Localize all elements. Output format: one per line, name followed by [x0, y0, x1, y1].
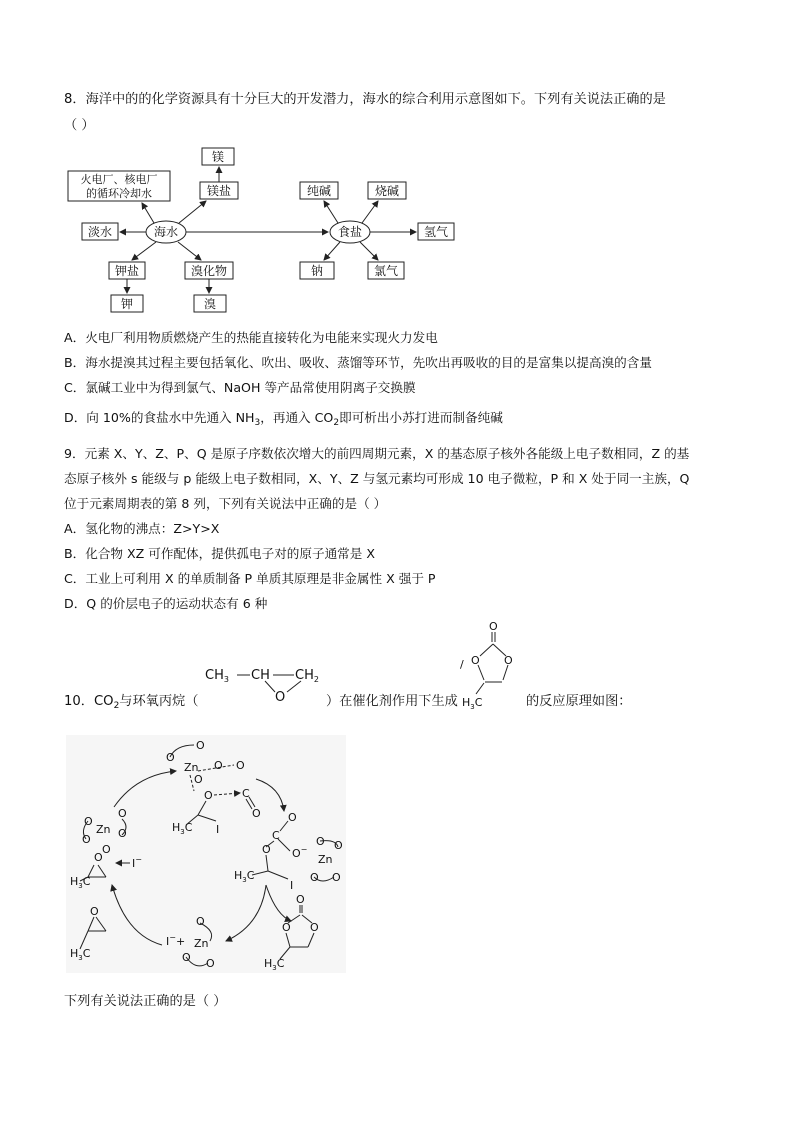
- svg-text:O: O: [196, 915, 205, 928]
- svg-text:O: O: [118, 807, 127, 820]
- svg-text:O: O: [332, 871, 341, 884]
- svg-text:O: O: [102, 843, 111, 856]
- table-salt-label: 食盐: [337, 225, 363, 239]
- svg-text:I−: I−: [132, 855, 142, 870]
- svg-text:O: O: [214, 759, 223, 772]
- svg-text:CH3: $CH_3$: [205, 668, 229, 684]
- svg-text:O: O: [84, 815, 93, 828]
- svg-text:I: I: [216, 823, 220, 836]
- svg-text:H3C: $H_3C$: [234, 869, 255, 884]
- power-plant-label-1: 火电厂、核电厂: [80, 173, 158, 186]
- sodium-label: 钠: [310, 264, 324, 278]
- svg-text:O: O: [182, 951, 191, 964]
- svg-text:Zn: Zn: [318, 853, 333, 866]
- svg-text:O: O: [489, 620, 498, 633]
- svg-text:CH2: $CH_2$: [295, 668, 319, 684]
- svg-text:/: /: [460, 658, 464, 671]
- svg-text:Zn: Zn: [184, 761, 199, 774]
- q8-option-a: A．火电厂利用物质燃烧产生的热能直接转化为电能来实现火力发电: [64, 330, 438, 345]
- reaction-mechanism-diagram: [66, 735, 346, 973]
- q9-stem-line3: 位于元素周期表的第 8 列，下列有关说法中正确的是（ ）: [64, 496, 387, 511]
- q9-option-d: D．Q 的价层电子的运动状态有 6 种: [64, 596, 268, 611]
- q9-option-c: C．工业上可利用 X 的单质制备 P 单质其原理是非金属性 X 强于 P: [64, 571, 436, 586]
- svg-text:O: O: [166, 751, 175, 764]
- seawater-utilization-diagram: [66, 145, 456, 315]
- q8-option-d: D．向 10%的食盐水中先通入 $NH_3$，再通入 $CO_2$即可析出小苏打进而制备纯碱: [64, 410, 503, 428]
- q8-stem-line1: 8．海洋中的的化学资源具有十分巨大的开发潜力，海水的综合利用示意图如下。下列有关说法正确的是: [64, 92, 666, 107]
- svg-text:O: O: [282, 921, 291, 934]
- svg-text:O: O: [504, 654, 513, 667]
- bromide-label: 溴化物: [190, 264, 228, 278]
- svg-text:O−: O−: [292, 845, 308, 860]
- svg-text:C: C: [242, 787, 250, 800]
- hydrogen-label: 氢气: [423, 225, 449, 239]
- bromine-label: 溴: [203, 297, 217, 311]
- svg-text:H3C: $H_3C$: [70, 875, 91, 890]
- svg-text:H3C: $H_3C$: [70, 947, 91, 962]
- svg-text:O: O: [316, 835, 325, 848]
- svg-text:I: I: [290, 879, 294, 892]
- svg-text:O: O: [196, 739, 205, 752]
- svg-text:O: O: [252, 807, 261, 820]
- potassium-salt-label: 钾盐: [114, 264, 140, 278]
- q10-stem-end: 的反应原理如图：: [526, 694, 632, 709]
- svg-text:O: O: [310, 921, 319, 934]
- svg-text:O: O: [206, 957, 215, 970]
- potassium-label: 钾: [120, 297, 134, 311]
- epoxypropane-structure: [205, 660, 330, 708]
- q9-option-b: B．化合物 XZ 可作配体，提供孤电子对的原子通常是 X: [64, 546, 376, 561]
- mg-label: 镁: [211, 150, 225, 164]
- svg-text:H3C: $H_3C$: [462, 696, 483, 710]
- mg-salt-label: 镁盐: [206, 184, 232, 198]
- svg-text:O: O: [204, 789, 213, 802]
- svg-text:I−+: I−+: [166, 933, 186, 948]
- svg-text:O: O: [471, 654, 480, 667]
- q8-option-c: C．氯碱工业中为得到氯气、NaOH 等产品常使用阴离子交换膜: [64, 380, 416, 395]
- caustic-soda-label: 烧碱: [374, 184, 400, 198]
- q8-option-b: B．海水提溴其过程主要包括氧化、吹出、吸收、蒸馏等环节，先吹出再吸收的目的是富集以提高溴的含量: [64, 355, 652, 370]
- q10-question: 下列有关说法正确的是（ ）: [64, 994, 227, 1009]
- sea-water-label: 海水: [153, 225, 179, 239]
- propylene-carbonate-structure: [458, 618, 528, 710]
- chlorine-label: 氯气: [373, 264, 399, 278]
- q10-stem-start: 10．$CO_2$与环氧丙烷（: [64, 694, 199, 711]
- q10-stem-mid: ）在催化剂作用下生成: [326, 694, 458, 709]
- svg-text:O: O: [118, 827, 127, 840]
- power-plant-label-2: 的循环冷却水: [86, 187, 152, 200]
- soda-ash-label: 纯碱: [306, 184, 332, 198]
- svg-text:Zn: Zn: [96, 823, 111, 836]
- q9-stem-line2: 态原子核外 s 能级与 p 能级上电子数相同，X、Y、Z 与氢元素均可形成 10 电子微粒，P 和 X 处于同一主族，Q: [64, 471, 690, 486]
- svg-text:O: O: [334, 839, 343, 852]
- svg-text:O: O: [194, 773, 203, 786]
- svg-text:O: O: [296, 893, 305, 906]
- svg-text:O: O: [288, 811, 297, 824]
- q9-stem-line1: 9．元素 X、Y、Z、P、Q 是原子序数依次增大的前四周期元素，X 的基态原子核外各能级上电子数相同，Z 的基: [64, 446, 690, 461]
- svg-text:C: C: [272, 829, 280, 842]
- svg-text:O: O: [310, 871, 319, 884]
- svg-text:O: O: [262, 843, 271, 856]
- q8-stem-line2: （ ）: [64, 118, 95, 133]
- svg-text:O: O: [94, 851, 103, 864]
- svg-text:H3C: $H_3C$: [172, 821, 193, 836]
- svg-text:O: O: [90, 905, 99, 918]
- svg-text:Zn: Zn: [194, 937, 209, 950]
- svg-text:O: O: [236, 759, 245, 772]
- svg-text:O: O: [275, 690, 286, 705]
- svg-text:CH: CH: [251, 668, 270, 683]
- fresh-water-label: 淡水: [87, 225, 113, 239]
- q9-option-a: A．氢化物的沸点：Z>Y>X: [64, 521, 220, 536]
- svg-text:O: O: [82, 833, 91, 846]
- svg-text:H3C: $H_3C$: [264, 957, 285, 972]
